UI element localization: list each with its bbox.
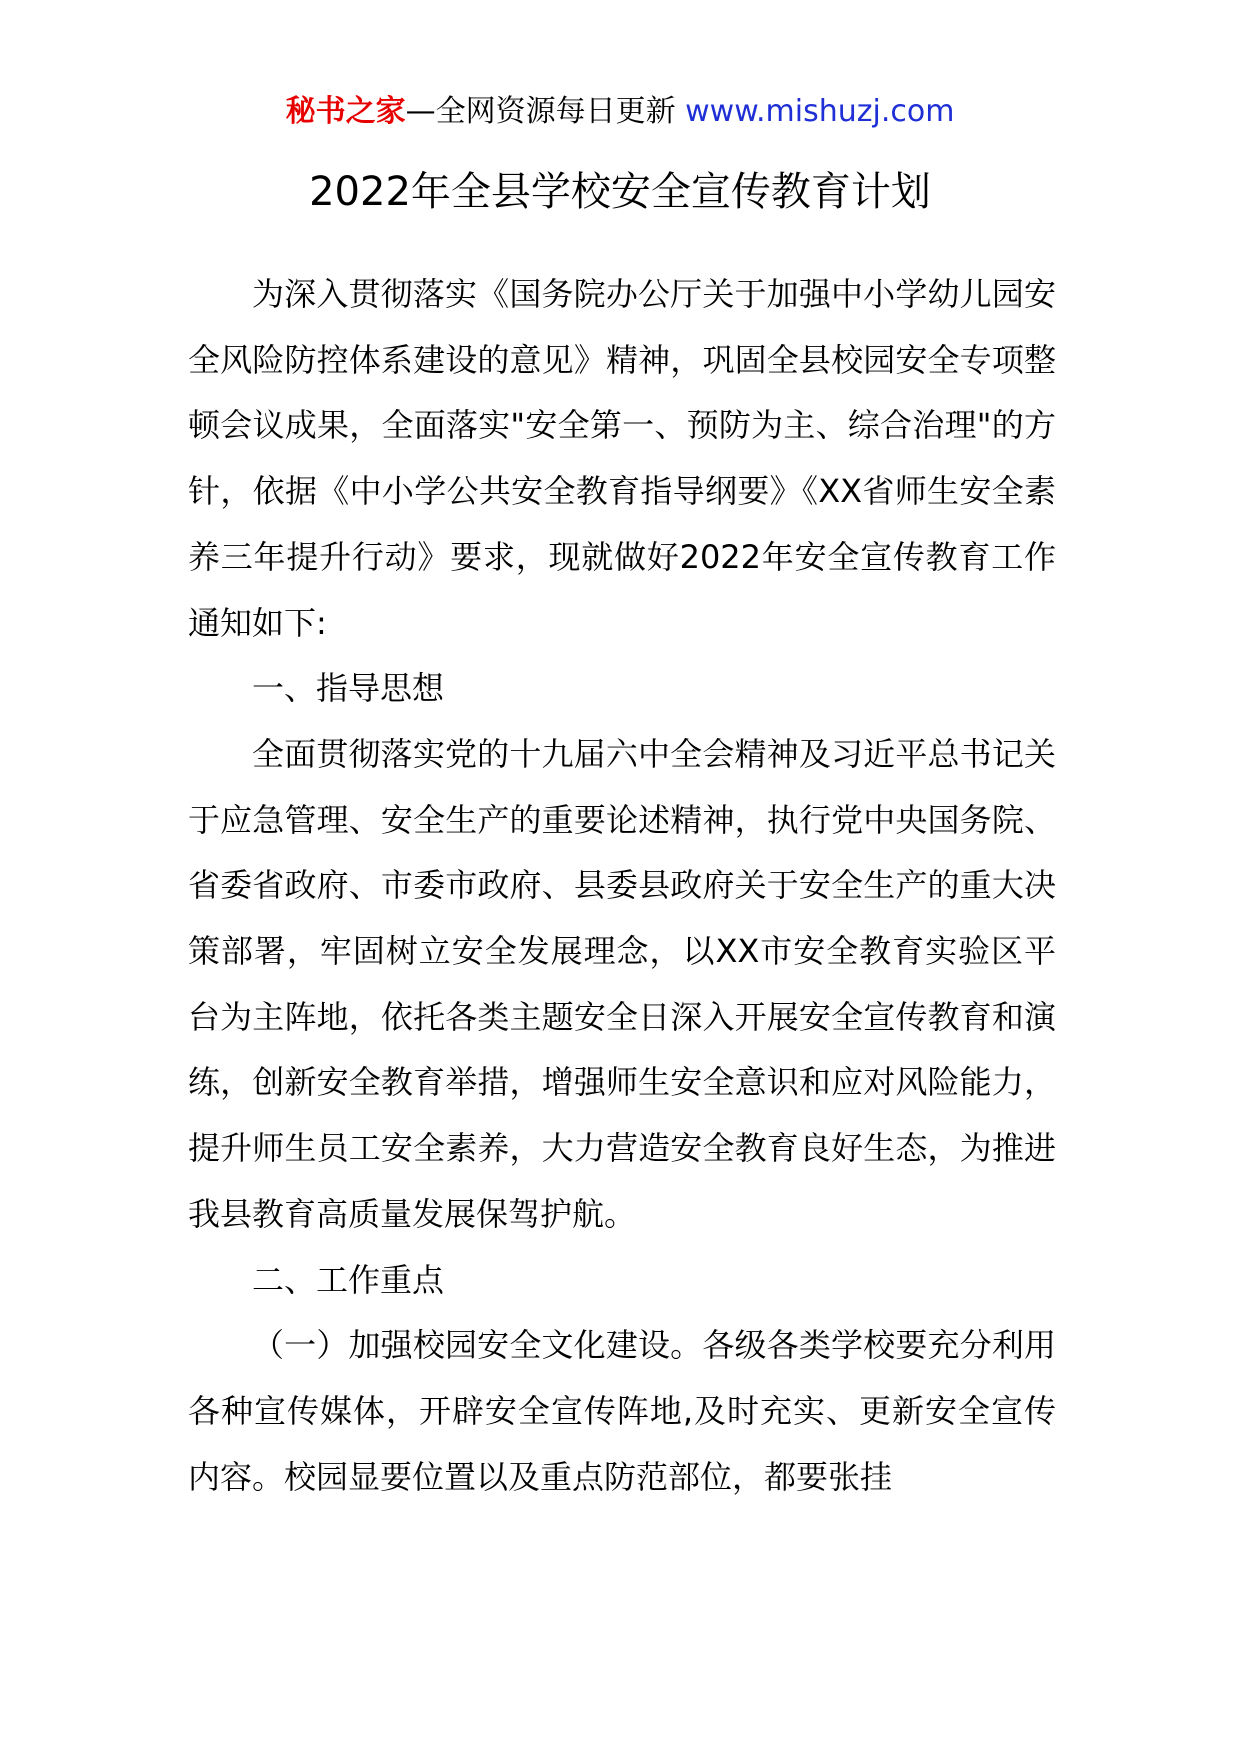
site-slogan: —全网资源每日更新 xyxy=(405,94,686,129)
document-title: 2022年全县学校安全宣传教育计划 xyxy=(309,169,931,215)
section-heading-work-focus: 二、工作重点 xyxy=(252,1260,445,1299)
site-banner xyxy=(0,92,1240,132)
section-heading-guiding-ideology: 一、指导思想 xyxy=(252,669,445,708)
site-brand: 秘书之家 xyxy=(285,94,406,129)
work-focus-paragraph: （一）加强校园安全文化建设。各级各类学校要充分利用各种宣传媒体，开辟安全宣传阵地,及时充实、更新安全宣传内容。校园显要位置以及重点防范部位，都要张挂 xyxy=(188,1326,1056,1496)
site-url-link[interactable]: www.mishuzj.com xyxy=(685,94,955,129)
intro-paragraph: 为深入贯彻落实《国务院办公厅关于加强中小学幼儿园安全风险防控体系建设的意见》精神，巩固全县校园安全专项整顿会议成果，全面落实"安全第一、预防为主、综合治理"的方针，依据《中小学公共安全教育指导纲要》《XX省师生安全素养三年提升行动》要求，现就做好2022年安全宣传教育工作通知如下: xyxy=(188,275,1056,642)
guiding-ideology-paragraph: 全面贯彻落实党的十九届六中全会精神及习近平总书记关于应急管理、安全生产的重要论述精神，执行党中央国务院、省委省政府、市委市政府、县委县政府关于安全生产的重大决策部署，牢固树立安全发展理念，以XX市安全教育实验区平台为主阵地，依托各类主题安全日深入开展安全宣传教育和演练，创新安全教育举措，增强师生安全意识和应对风险能力，提升师生员工安全素养，大力营造安全教育良好生态，为推进我县教育高质量发展保驾护航。 xyxy=(188,734,1056,1233)
document-body xyxy=(188,262,1056,1510)
